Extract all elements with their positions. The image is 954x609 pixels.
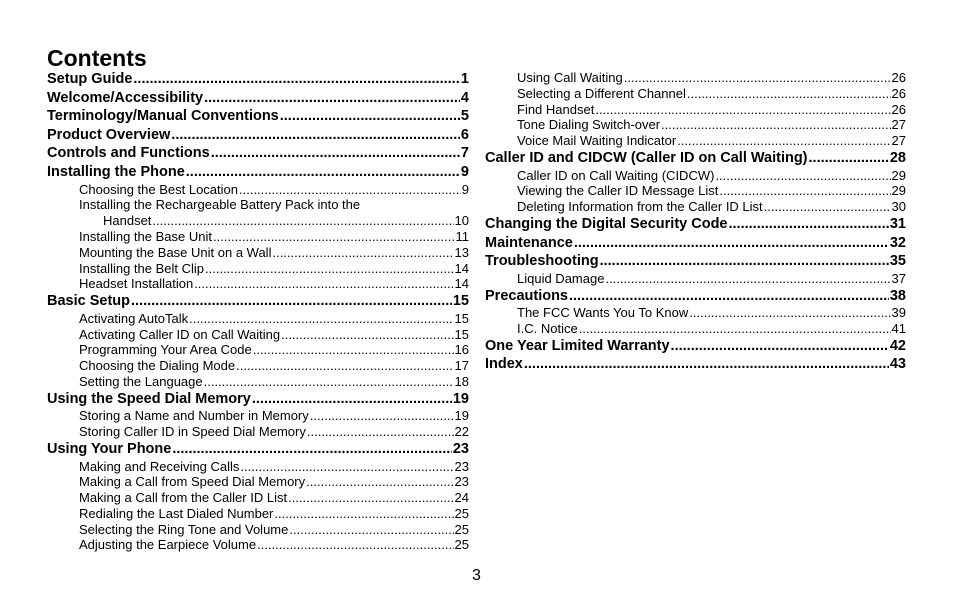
toc-entry-page: 24	[454, 490, 469, 506]
toc-entry-page: 5	[460, 108, 469, 125]
toc-entry-page: 9	[460, 163, 469, 180]
toc-dot-leader	[574, 234, 889, 253]
toc-entry-title: Terminology/Manual Conventions	[47, 108, 279, 125]
toc-entry-page: 9	[461, 181, 469, 197]
toc-subsection-entry[interactable]	[47, 374, 469, 390]
toc-entry-title: Index	[485, 356, 523, 373]
toc-entry-title: Caller ID and CIDCW (Caller ID on Call Waiting)	[485, 149, 808, 166]
toc-dot-leader	[213, 229, 455, 245]
toc-dot-leader	[288, 490, 453, 506]
toc-entry-page: 35	[889, 253, 906, 270]
toc-entry-page: 25	[454, 521, 469, 537]
toc-dot-leader	[687, 86, 891, 102]
toc-subsection-entry[interactable]	[485, 117, 906, 133]
toc-subsection-entry[interactable]	[47, 229, 469, 245]
toc-entry-title: Making a Call from the Caller ID List	[79, 490, 288, 506]
toc-section-entry[interactable]	[47, 107, 469, 126]
toc-entry-page: 28	[889, 149, 906, 166]
toc-entry-title: Redialing the Last Dialed Number	[79, 505, 274, 521]
toc-entry-page: 16	[454, 342, 469, 358]
toc-subsection-entry[interactable]	[47, 506, 469, 522]
toc-entry-title: Making and Receiving Calls	[79, 458, 240, 474]
toc-subsection-entry[interactable]	[485, 86, 906, 102]
toc-entry-page: 11	[455, 228, 469, 244]
toc-entry-title: Controls and Functions	[47, 145, 210, 162]
toc-entry-title: Installing the Phone	[47, 163, 185, 180]
toc-subsection-entry[interactable]	[47, 261, 469, 277]
toc-dot-leader	[689, 305, 890, 321]
toc-entry-page: 25	[454, 505, 469, 521]
toc-entry-title: Liquid Damage	[517, 270, 605, 286]
toc-subsection-entry[interactable]	[47, 474, 469, 490]
toc-subsection-entry[interactable]	[47, 424, 469, 440]
toc-entry-title: Troubleshooting	[485, 253, 599, 270]
toc-entry-page: 14	[454, 260, 469, 276]
toc-subsection-entry[interactable]	[485, 271, 906, 287]
toc-subsection-entry[interactable]	[485, 133, 906, 149]
toc-dot-leader	[310, 408, 454, 424]
toc-entry-page: 42	[889, 337, 906, 354]
toc-entry-title: Deleting Information from the Caller ID List	[517, 199, 763, 215]
toc-section-entry[interactable]	[485, 252, 906, 271]
toc-entry-page: 26	[891, 85, 906, 101]
toc-section-entry[interactable]	[47, 126, 469, 145]
toc-entry-page: 23	[454, 474, 469, 490]
toc-entry-page: 6	[460, 126, 469, 143]
toc-entry-title: Maintenance	[485, 234, 573, 251]
toc-dot-leader	[171, 126, 460, 145]
toc-section-entry[interactable]	[485, 234, 906, 253]
toc-entry-page: 13	[454, 244, 469, 260]
toc-entry-page: 38	[889, 287, 906, 304]
toc-subsection-entry[interactable]	[485, 168, 906, 184]
toc-section-entry[interactable]	[47, 390, 469, 409]
toc-section-entry[interactable]	[485, 337, 906, 356]
toc-section-entry[interactable]	[47, 144, 469, 163]
page-title: Contents	[47, 45, 147, 71]
toc-subsection-entry[interactable]	[47, 358, 469, 374]
toc-dot-leader	[272, 245, 453, 261]
toc-dot-leader	[809, 149, 889, 168]
toc-entry-page: 25	[454, 537, 469, 553]
toc-dot-leader	[172, 440, 452, 459]
toc-entry-page: 19	[454, 408, 469, 424]
toc-entry-title-line[interactable]: Installing the Rechargeable Battery Pack into the	[79, 197, 361, 213]
toc-entry-title: Selecting the Ring Tone and Volume	[79, 521, 289, 537]
toc-section-entry[interactable]	[47, 163, 469, 182]
toc-dot-leader	[289, 522, 453, 538]
toc-dot-leader	[252, 390, 452, 409]
toc-entry-page: 15	[452, 293, 469, 310]
toc-subsection-entry[interactable]	[485, 70, 906, 86]
toc-entry-title: Using the Speed Dial Memory	[47, 390, 251, 407]
toc-subsection-entry[interactable]	[485, 102, 906, 118]
toc-subsection-entry[interactable]	[485, 183, 906, 199]
toc-dot-leader	[306, 474, 453, 490]
toc-subsection-entry[interactable]	[47, 408, 469, 424]
toc-entry-page: 29	[891, 167, 906, 183]
toc-dot-leader	[715, 168, 890, 184]
page-number: 3	[472, 567, 481, 584]
toc-entry-title: Using Your Phone	[47, 440, 172, 457]
toc-dot-leader	[204, 89, 460, 108]
toc-entry-title: Setting the Language	[79, 373, 203, 389]
toc-entry-title: Adjusting the Earpiece Volume	[79, 537, 257, 553]
toc-entry-title: The FCC Wants You To Know	[517, 305, 689, 321]
toc-subsection-entry[interactable]	[485, 321, 906, 337]
toc-entry-page: 41	[891, 320, 906, 336]
toc-section-entry[interactable]	[47, 70, 469, 89]
toc-subsection-entry[interactable]	[47, 182, 469, 198]
toc-entry-title: Product Overview	[47, 126, 171, 143]
toc-entry-title: Activating AutoTalk	[79, 310, 189, 326]
toc-entry-title: Using Call Waiting	[517, 70, 623, 85]
toc-dot-leader	[194, 276, 453, 292]
toc-entry-page: 32	[889, 234, 906, 251]
toc-dot-leader	[204, 374, 454, 390]
toc-entry-page: 10	[454, 213, 469, 229]
toc-entry-title: Caller ID on Call Waiting (CIDCW)	[517, 167, 715, 183]
toc-entry-page: 26	[891, 70, 906, 85]
toc-section-entry[interactable]	[47, 440, 469, 459]
toc-entry-page: 17	[454, 358, 469, 374]
toc-entry-page: 4	[460, 89, 469, 106]
toc-section-entry[interactable]	[47, 89, 469, 108]
toc-subsection-entry[interactable]	[47, 311, 469, 327]
toc-entry-page: 15	[454, 310, 469, 326]
toc-dot-leader	[595, 102, 890, 118]
toc-entry-title: I.C. Notice	[517, 320, 578, 336]
toc-entry-title: Setup Guide	[47, 71, 133, 87]
toc-dot-leader	[189, 311, 453, 327]
toc-entry-title: Handset	[103, 213, 152, 229]
toc-subsection-entry[interactable]	[485, 305, 906, 321]
toc-entry-page: 15	[454, 326, 469, 342]
toc-dot-leader	[131, 292, 452, 311]
toc-dot-leader	[205, 261, 454, 277]
toc-entry-page: 1	[460, 71, 469, 87]
toc-section-entry[interactable]	[485, 355, 906, 374]
toc-dot-leader	[274, 506, 453, 522]
toc-subsection-entry[interactable]	[47, 537, 469, 553]
toc-subsection-entry[interactable]	[47, 327, 469, 343]
toc-entry-page: 31	[889, 215, 906, 232]
toc-entry-title: Mounting the Base Unit on a Wall	[79, 244, 272, 260]
toc-entry-title: Storing a Name and Number in Memory	[79, 408, 309, 424]
toc-dot-leader	[677, 133, 890, 149]
toc-entry-page: 22	[454, 424, 469, 440]
toc-entry-title: Precautions	[485, 287, 568, 304]
toc-dot-leader	[579, 321, 891, 337]
toc-subsection-entry[interactable]	[47, 213, 469, 229]
toc-entry-page: 37	[891, 270, 906, 286]
toc-entry-page: 14	[454, 276, 469, 292]
toc-section-entry[interactable]	[485, 287, 906, 306]
toc-entry-title: Choosing the Best Location	[79, 181, 238, 197]
toc-dot-leader	[253, 342, 454, 358]
toc-subsection-entry[interactable]	[47, 522, 469, 538]
toc-dot-leader	[152, 213, 453, 229]
toc-dot-leader	[729, 215, 889, 234]
toc-dot-leader	[671, 337, 889, 356]
toc-entry-page: 27	[891, 117, 906, 133]
toc-entry-title: One Year Limited Warranty	[485, 337, 670, 354]
toc-subsection-entry[interactable]	[47, 276, 469, 292]
toc-entry-title: Find Handset	[517, 101, 595, 117]
toc-entry-page: 29	[891, 183, 906, 199]
toc-entry-title: Welcome/Accessibility	[47, 89, 204, 106]
toc-entry-title: Basic Setup	[47, 293, 130, 310]
toc-entry-page: 18	[454, 373, 469, 389]
toc-subsection-entry[interactable]	[47, 459, 469, 475]
toc-entry-title: Activating Caller ID on Call Waiting	[79, 326, 281, 342]
toc-entry-title: Headset Installation	[79, 276, 194, 292]
toc-entry-page: 43	[889, 356, 906, 373]
toc-dot-leader	[211, 144, 460, 163]
toc-dot-leader	[133, 70, 460, 89]
toc-dot-leader	[236, 358, 453, 374]
toc-entry-title: Changing the Digital Security Code	[485, 215, 728, 232]
toc-subsection-entry[interactable]	[485, 199, 906, 215]
toc-dot-leader	[764, 199, 891, 215]
toc-dot-leader	[524, 355, 889, 374]
toc-entry-page: 27	[891, 133, 906, 149]
toc-entry-title: Selecting a Different Channel	[517, 85, 686, 101]
toc-left-column	[47, 70, 469, 553]
toc-entry-title: Voice Mail Waiting Indicator	[517, 133, 677, 149]
toc-entry-page: 39	[891, 305, 906, 321]
toc-dot-leader	[186, 163, 460, 182]
toc-section-entry[interactable]	[485, 149, 906, 168]
toc-entry-title: Making a Call from Speed Dial Memory	[79, 474, 306, 490]
toc-dot-leader	[239, 182, 461, 198]
toc-dot-leader	[605, 271, 890, 287]
toc-entry-page: 23	[454, 458, 469, 474]
toc-dot-leader	[257, 537, 453, 553]
toc-entry-title: Programming Your Area Code	[79, 342, 252, 358]
toc-dot-leader	[600, 252, 889, 271]
toc-entry-title: Tone Dialing Switch-over	[517, 117, 661, 133]
toc-dot-leader	[240, 459, 453, 475]
toc-subsection-entry[interactable]	[47, 490, 469, 506]
toc-dot-leader	[661, 117, 890, 133]
toc-entry-page: 23	[452, 440, 469, 457]
toc-dot-leader	[281, 327, 453, 343]
toc-subsection-entry[interactable]	[47, 245, 469, 261]
toc-entry-page: 26	[891, 101, 906, 117]
toc-section-entry[interactable]	[47, 292, 469, 311]
toc-entry-title: Installing the Belt Clip	[79, 260, 205, 276]
toc-entry-page: 7	[460, 145, 469, 162]
toc-entry-title: Storing Caller ID in Speed Dial Memory	[79, 424, 306, 440]
toc-dot-leader	[307, 424, 454, 440]
toc-section-entry[interactable]	[485, 215, 906, 234]
toc-entry-title: Installing the Base Unit	[79, 228, 212, 244]
toc-dot-leader	[280, 107, 460, 126]
toc-entry-title: Viewing the Caller ID Message List	[517, 183, 719, 199]
toc-dot-leader	[624, 70, 891, 86]
toc-right-column	[485, 70, 906, 374]
toc-entry-page: 30	[891, 199, 906, 215]
toc-subsection-entry[interactable]	[47, 342, 469, 358]
toc-entry-page: 19	[452, 390, 469, 407]
toc-dot-leader	[719, 183, 890, 199]
toc-dot-leader	[569, 287, 889, 306]
toc-entry-title: Choosing the Dialing Mode	[79, 358, 236, 374]
